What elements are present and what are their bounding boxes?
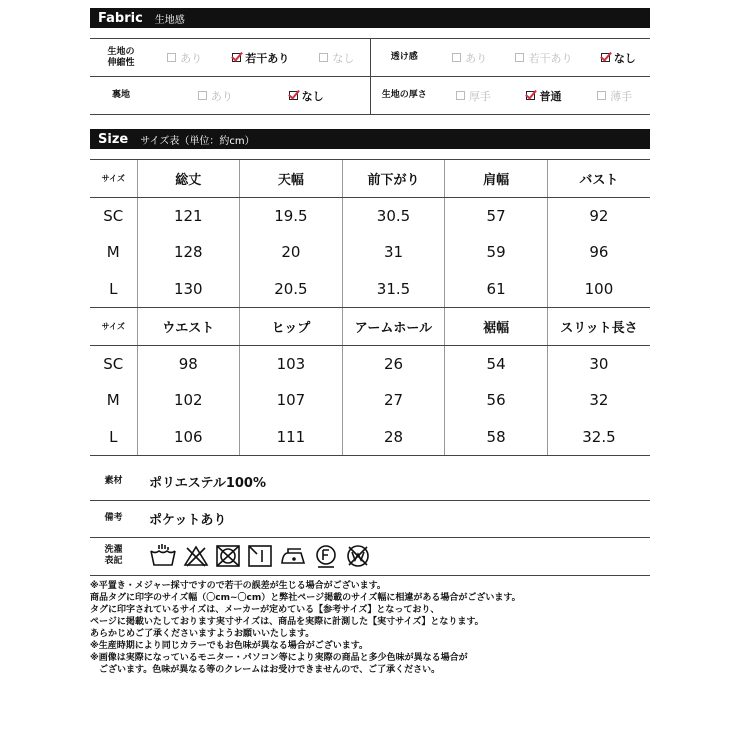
checkbox-checked-icon	[526, 91, 535, 100]
fabric-table	[90, 38, 650, 115]
cell-value: 27	[342, 382, 445, 419]
size-row-label: サイズ	[90, 308, 137, 346]
no-wet-clean-icon	[345, 543, 371, 569]
sheer-option-nashi: なし	[601, 50, 636, 66]
checkbox-checked-icon	[289, 91, 298, 100]
checkbox-icon	[319, 53, 328, 62]
column-header: スリット長さ	[547, 308, 650, 346]
iron-low-icon	[279, 544, 307, 568]
no-tumble-dry-icon	[215, 544, 241, 568]
hand-wash-icon	[149, 543, 177, 569]
cell-value: 26	[342, 345, 445, 382]
care-row	[90, 537, 650, 575]
stretch-option-ari: あり	[167, 50, 202, 66]
info-table	[90, 463, 650, 576]
stretch-option-jakkan: 若干あり	[232, 50, 289, 66]
cell-value: 30.5	[342, 197, 445, 234]
material-row	[90, 463, 650, 500]
cell-value: 98	[137, 345, 240, 382]
stretch-options	[152, 39, 370, 76]
note-line: ございます。色味が異なる等のクレームはお受けできませんので、ご了承ください。	[90, 665, 441, 675]
table-row	[90, 234, 650, 271]
cell-value: 20	[240, 234, 343, 271]
column-header: 肩幅	[445, 160, 548, 198]
remarks-value: ポケットあり	[137, 500, 650, 537]
no-bleach-icon	[183, 544, 209, 568]
checkbox-icon	[597, 91, 606, 100]
cell-value: 56	[445, 382, 548, 419]
note-line: タグに印字されているサイズは、メーカーが定めている【参考サイズ】となっており、	[90, 605, 440, 615]
size-title: Size	[98, 131, 129, 147]
column-header: ウエスト	[137, 308, 240, 346]
cell-value: 106	[137, 419, 240, 456]
column-header: 天幅	[240, 160, 343, 198]
care-icons	[137, 543, 650, 569]
note-line: ※生産時期により同じカラーでもお色味が異なる場合がございます。	[90, 641, 369, 651]
size-table	[90, 159, 650, 456]
thickness-option-futsuu: 普通	[526, 88, 561, 104]
cell-value: 130	[137, 271, 240, 308]
note-line: 商品タグに印字のサイズ幅（〇cm~〇cm）と弊社ページ掲載のサイズ幅に相違がある場合がございます。	[90, 593, 521, 603]
table-row	[90, 271, 650, 308]
table-row	[90, 382, 650, 419]
column-header: アームホール	[342, 308, 445, 346]
line-dry-shade-icon	[247, 544, 273, 568]
column-header: 前下がり	[342, 160, 445, 198]
cell-value: 30	[547, 345, 650, 382]
cell-value: 20.5	[240, 271, 343, 308]
checkbox-icon	[198, 91, 207, 100]
sheer-option-ari: あり	[452, 50, 487, 66]
size-name: SC	[103, 206, 124, 225]
remarks-label: 備考	[90, 500, 137, 537]
cell-value: 31	[342, 234, 445, 271]
lining-label: 裏地	[90, 77, 152, 115]
thickness-options	[438, 77, 650, 114]
cell-value: 32.5	[547, 419, 650, 456]
checkbox-icon	[452, 53, 461, 62]
fabric-title: Fabric	[98, 10, 143, 26]
size-name: SC	[103, 354, 124, 373]
fabric-header-bar	[90, 8, 650, 28]
notes	[90, 580, 650, 676]
remarks-row	[90, 500, 650, 537]
cell-value: 57	[445, 197, 548, 234]
checkbox-checked-icon	[601, 53, 610, 62]
checkbox-icon	[456, 91, 465, 100]
cell-value: 58	[445, 419, 548, 456]
cell-value: 59	[445, 234, 548, 271]
cell-value: 111	[240, 419, 343, 456]
size-header-row	[90, 160, 650, 198]
note-line: ※画像は実際になっているモニター・パソコン等により実際の商品と多少色味が異なる場合が	[90, 653, 468, 663]
table-row	[90, 419, 650, 456]
cell-value: 31.5	[342, 271, 445, 308]
note-line: ※平置き・メジャー採寸ですので若干の誤差が生じる場合がございます。	[90, 581, 386, 591]
fabric-row-lining-thickness	[90, 77, 650, 115]
checkbox-checked-icon	[232, 53, 241, 62]
material-value: ポリエステル100%	[137, 463, 650, 500]
thickness-option-usude: 薄手	[597, 88, 632, 104]
lining-option-ari: あり	[198, 88, 233, 104]
column-header: 裾幅	[445, 308, 548, 346]
lining-options	[152, 77, 370, 114]
cell-value: 96	[547, 234, 650, 271]
cell-value: 54	[445, 345, 548, 382]
size-name: M	[106, 391, 120, 410]
cell-value: 107	[240, 382, 343, 419]
note-line: ページに掲載いたしております実寸サイズは、商品を実際に計測した【実寸サイズ】となります。	[90, 617, 484, 627]
column-header: ヒップ	[240, 308, 343, 346]
cell-value: 128	[137, 234, 240, 271]
sheer-label: 透け感	[370, 39, 438, 77]
cell-value: 61	[445, 271, 548, 308]
table-row	[90, 345, 650, 382]
thickness-option-atsude: 厚手	[456, 88, 491, 104]
cell-value: 92	[547, 197, 650, 234]
cell-value: 32	[547, 382, 650, 419]
fabric-row-stretch-sheer	[90, 39, 650, 77]
sheer-option-jakkan: 若干あり	[515, 50, 572, 66]
cell-value: 19.5	[240, 197, 343, 234]
cell-value: 103	[240, 345, 343, 382]
table-row	[90, 197, 650, 234]
size-header-bar	[90, 129, 650, 149]
checkbox-icon	[167, 53, 176, 62]
size-name: M	[106, 243, 120, 262]
size-name: L	[90, 419, 137, 456]
checkbox-icon	[515, 53, 524, 62]
thickness-label: 生地の厚さ	[370, 77, 438, 115]
size-row-label: サイズ	[90, 160, 137, 198]
fabric-subtitle: 生地感	[154, 14, 185, 26]
stretch-option-nashi: なし	[319, 50, 354, 66]
size-subtitle: サイズ表（単位：約cm）	[140, 135, 255, 147]
cell-value: 121	[137, 197, 240, 234]
column-header: バスト	[547, 160, 650, 198]
stretch-label: 生地の 伸縮性	[90, 39, 152, 77]
lining-option-nashi: なし	[289, 88, 324, 104]
cell-value: 102	[137, 382, 240, 419]
note-line: あらかじめご了承くださいますようお願いいたします。	[90, 629, 315, 639]
cell-value: 100	[547, 271, 650, 308]
care-label: 洗濯 表記	[90, 537, 137, 575]
material-label: 素材	[90, 463, 137, 500]
column-header: 総丈	[137, 160, 240, 198]
size-header-row-2	[90, 308, 650, 346]
sheer-options	[438, 39, 650, 76]
cell-value: 28	[342, 419, 445, 456]
dry-clean-f-icon	[313, 543, 339, 569]
size-name: L	[90, 271, 137, 308]
